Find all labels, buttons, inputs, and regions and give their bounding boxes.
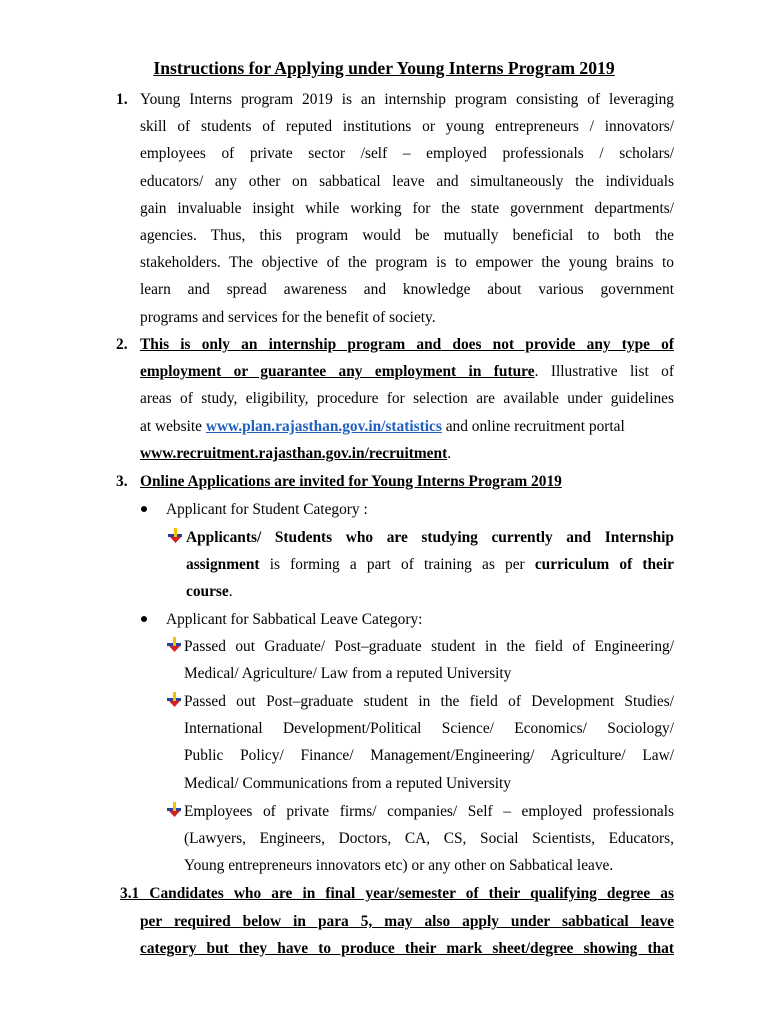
text-line: Medical/ Communications from a reputed University: [184, 775, 511, 792]
text-span: . Illustrative list of: [534, 363, 674, 380]
text-span: course: [186, 583, 229, 600]
text-line: gain invaluable insight while working for the state government departments/: [140, 200, 674, 217]
bullet-dot: [141, 500, 149, 520]
bullet-dot: [141, 610, 149, 630]
student-category-label: Applicant for Student Category :: [166, 501, 368, 518]
sabbatical-category-label: Applicant for Sabbatical Leave Category:: [166, 611, 423, 628]
text-span: per required below in para 5, may also apply under sabbatical leave: [140, 913, 674, 930]
text-span: curriculum of their: [534, 556, 675, 573]
text-line: areas of study, eligibility, procedure for selection are available under guidelines: [140, 390, 674, 407]
item-1-number: 1.: [116, 91, 128, 108]
item-2-number: 2.: [116, 336, 128, 353]
text-span: Applicants/ Students who are studying currently and Internship: [186, 529, 674, 546]
text-line: Employees of private firms/ companies/ Self – employed professionals: [184, 803, 674, 820]
para-3-1-line: [120, 884, 674, 904]
para-3-1-line: [140, 912, 674, 932]
arrow-bullet-icon: [168, 528, 182, 544]
text-span: assignment: [186, 556, 260, 573]
text-line: skill of students of reputed institutions or young entrepreneurs / innovators/: [140, 118, 674, 135]
text-line: Passed out Post–graduate student in the field of Development Studies/: [184, 693, 674, 710]
text-line: Passed out Graduate/ Post–graduate student in the field of Engineering/: [184, 638, 674, 655]
text-line: [186, 582, 674, 602]
page-title: Instructions for Applying under Young Interns Program 2019: [153, 58, 615, 78]
text-span: and online recruitment portal: [441, 418, 625, 435]
item-3-number: 3.: [116, 473, 128, 490]
text-span: 3.1 Candidates who are in final year/semester of their qualifying degree as: [120, 885, 674, 902]
arrow-bullet-icon: [167, 692, 181, 708]
text-line: (Lawyers, Engineers, Doctors, CA, CS, Social Scientists, Educators,: [184, 830, 674, 847]
text-line: Young entrepreneurs innovators etc) or any other on Sabbatical leave.: [184, 857, 614, 874]
text-line: [186, 528, 674, 548]
arrow-bullet-icon: [167, 802, 181, 818]
recruitment-portal-link[interactable]: www.recruitment.rajasthan.gov.in/recruitment: [140, 445, 448, 462]
text-span: is forming a part of training as per: [259, 556, 535, 573]
text-line: Young Interns program 2019 is an internship program consisting of leveraging: [140, 91, 674, 108]
text-line: [140, 417, 674, 437]
text-line: International Development/Political Science/ Economics/ Sociology/: [184, 720, 674, 737]
text-line: Public Policy/ Finance/ Management/Engineering/ Agriculture/ Law/: [184, 747, 674, 764]
text-span: .: [228, 583, 233, 600]
text-line: agencies. Thus, this program would be mutually beneficial to both the: [140, 227, 674, 244]
text-span: at website: [140, 418, 206, 435]
text-line: [186, 555, 674, 575]
arrow-bullet-icon: [167, 637, 181, 653]
employment-disclaimer: This is only an internship program and does not provide any type of: [140, 336, 674, 353]
text-line: programs and services for the benefit of society.: [140, 309, 436, 326]
section-heading: Online Applications are invited for Young Interns Program 2019: [140, 473, 562, 490]
text-line: Medical/ Agriculture/ Law from a reputed University: [184, 665, 512, 682]
text-line: [140, 335, 674, 355]
para-3-1-line: [140, 939, 674, 959]
text-line: [140, 444, 674, 464]
text-span: .: [447, 445, 452, 462]
text-line: stakeholders. The objective of the program is to empower the young brains to: [140, 254, 674, 271]
text-line: [140, 362, 674, 382]
text-span: category but they have to produce their mark sheet/degree showing that: [140, 940, 674, 957]
employment-disclaimer-cont: employment or guarantee any employment in future: [140, 363, 535, 380]
text-line: [140, 472, 674, 492]
text-line: educators/ any other on sabbatical leave and simultaneously the individuals: [140, 173, 674, 190]
text-line: learn and spread awareness and knowledge about various government: [140, 281, 674, 298]
plan-statistics-link[interactable]: www.plan.rajasthan.gov.in/statistics: [205, 418, 442, 435]
text-line: employees of private sector /self – employed professionals / scholars/: [140, 145, 674, 162]
